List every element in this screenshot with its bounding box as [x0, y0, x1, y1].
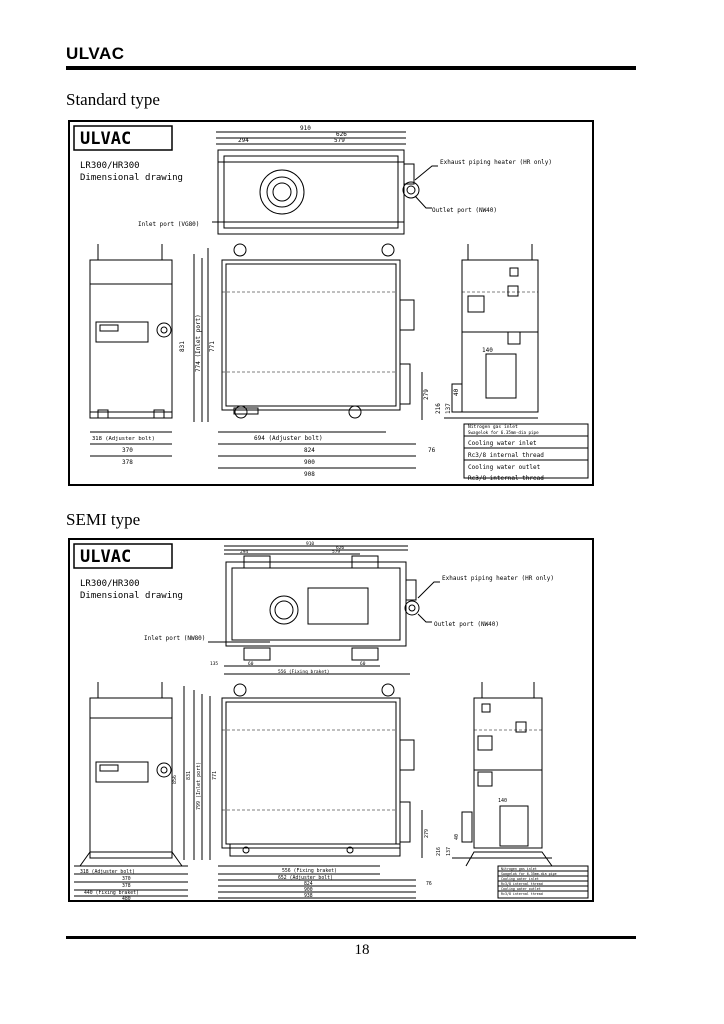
- label-fixing: 556 (Fixing braket): [278, 670, 330, 675]
- dim-370: 370: [122, 877, 131, 882]
- label-rc-out: Rc3/8 internal thread: [468, 475, 544, 482]
- label-nitrogen: Nitrogen gas inlet: [501, 867, 537, 871]
- dim-216: 216: [436, 846, 442, 856]
- header-brand: ULVAC: [66, 44, 125, 63]
- label-rc-in: Rc3/8 internal thread: [468, 452, 544, 459]
- dim-774: 774 (Inlet port): [195, 314, 202, 372]
- dim-40: 40: [454, 833, 460, 840]
- dim-440: 440 (Fixing braket): [84, 891, 139, 896]
- model-text: LR300/HR300: [80, 161, 140, 171]
- dim-60b: 60: [360, 662, 366, 667]
- dim-140: 140: [498, 798, 508, 804]
- dim-771: 771: [209, 341, 216, 352]
- logo-text: ULVAC: [80, 547, 132, 567]
- dim-694: 694 (Adjuster bolt): [254, 435, 323, 442]
- label-cool-out: Cooling water outlet: [501, 887, 541, 891]
- dim-279: 279: [423, 389, 430, 400]
- dim-318: 318 (Adjuster bolt): [92, 436, 155, 442]
- dim-579: 579: [334, 137, 345, 144]
- label-swagelok: Swagelok for 6.35mm-dia pipe: [468, 430, 539, 435]
- dim-135: 135: [210, 662, 219, 667]
- label-swagelok: Swagelok for 6.35mm-dia pipe: [501, 872, 557, 876]
- label-exhaust: Exhaust piping heater (HR only): [442, 575, 554, 582]
- page-number: 18: [354, 942, 370, 958]
- label-exhaust: Exhaust piping heater (HR only): [440, 159, 552, 166]
- model-text: LR300/HR300: [80, 579, 140, 589]
- dim-76: 76: [426, 882, 432, 887]
- label-nitrogen: Nitrogen gas inlet: [468, 425, 518, 430]
- header-rule: [66, 66, 636, 70]
- label-inlet: Inlet port (NW80): [144, 635, 206, 642]
- dim-824: 824: [304, 447, 315, 454]
- label-cool-in: Cooling water inlet: [501, 877, 539, 881]
- dim-294: 294: [238, 137, 249, 144]
- dim-856: 856: [172, 774, 178, 784]
- label-cool-in: Cooling water inlet: [468, 440, 537, 447]
- dim-626: 626: [336, 546, 345, 551]
- dimensional-drawing-semi: [70, 540, 592, 900]
- dim-216: 216: [435, 403, 442, 414]
- dim-137: 137: [446, 846, 452, 856]
- label-outlet: Outlet port (NW40): [434, 621, 500, 628]
- dim-480: 480: [122, 897, 131, 900]
- dim-378: 378: [122, 884, 131, 889]
- dim-76: 76: [428, 447, 436, 454]
- dim-579: 579: [332, 550, 341, 555]
- dim-318: 318 (Adjuster bolt): [80, 870, 135, 875]
- dim-831: 831: [186, 770, 192, 780]
- drawing-frame-semi: [68, 538, 594, 902]
- dim-938: 938: [304, 894, 313, 899]
- dim-831: 831: [179, 341, 186, 352]
- label-outlet: Outlet port (NW40): [432, 207, 498, 214]
- section-title-standard: Standard type: [66, 90, 160, 109]
- dim-652: 652 (Adjuster bolt): [278, 876, 333, 881]
- dim-799: 799 (Inlet port): [196, 761, 202, 810]
- label-rc-out: Rc3/8 internal thread: [501, 892, 543, 896]
- label-cool-out: Cooling water outlet: [468, 464, 541, 471]
- section-title-semi: SEMI type: [66, 510, 141, 529]
- subtitle-text: Dimensional drawing: [80, 591, 183, 601]
- dim-378: 378: [122, 459, 133, 466]
- dim-40: 40: [453, 388, 460, 396]
- subtitle-text: Dimensional drawing: [80, 173, 183, 183]
- logo-text: ULVAC: [80, 129, 132, 149]
- dim-908: 908: [304, 471, 315, 478]
- dim-137: 137: [445, 403, 452, 414]
- dim-370: 370: [122, 447, 133, 454]
- dim-910: 910: [306, 542, 315, 547]
- dim-824: 824: [304, 882, 313, 887]
- dim-294: 294: [240, 550, 249, 555]
- dim-626: 626: [336, 131, 347, 138]
- drawing-frame-standard: [68, 120, 594, 486]
- dim-900: 900: [304, 888, 313, 893]
- dim-771: 771: [212, 770, 218, 780]
- dim-556: 556 (Fixing braket): [282, 869, 337, 874]
- dim-60a: 60: [248, 662, 254, 667]
- dim-900: 900: [304, 459, 315, 466]
- footer-rule: [66, 936, 636, 939]
- label-inlet: Inlet port (VG80): [138, 221, 200, 228]
- dim-140: 140: [482, 347, 493, 354]
- dim-279: 279: [424, 828, 430, 838]
- dimensional-drawing-standard: [70, 122, 592, 484]
- dim-910: 910: [300, 125, 311, 132]
- label-rc-in: Rc3/8 internal thread: [501, 882, 543, 886]
